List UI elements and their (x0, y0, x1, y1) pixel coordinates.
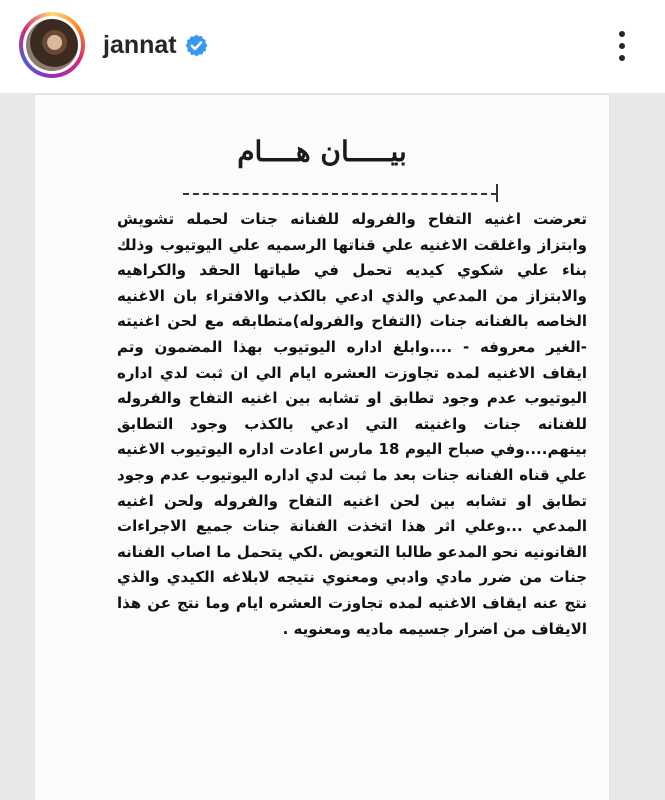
post-header (0, 0, 665, 93)
post-image[interactable] (0, 93, 665, 800)
avatar[interactable] (23, 16, 81, 74)
username-link[interactable]: jannat (103, 31, 177, 59)
title-divider (183, 193, 497, 195)
document-body: تعرضت اغنيه التفاح والفروله للفنانه جنات لحمله تشويش وابتزاز واغلقت الاغنيه علي قناتها الرسميه علي اليوتيوب وذلك بناء علي شكوي كيديه تحمل في طياتها الحقد والكراهيه والابتزاز من المدعي والذي ادعي بالكذب والافتراء بان الاغنيه الخاصه بالفنانه جنات (التفاح والفروله)متطابقه مع لحن اغنيته -الغير معروفه - ....وابلغ اداره اليوتيوب بهذا المضمون وتم ايقاف الاغنيه لمده تجاوزت العشره ايام الي ان ثبت لدي اداره اليوتيوب عدم وجود تطابق او تشابه بين اغنيه التفاح والفروله للفنانه جنات واغنيته التي ادعي بالكذب وجود التطابق بينهم....وفي صباح اليوم 18 مارس اعادت اداره اليوتيوب الاغنيه علي قناه الفنانه جنات بعد ما ثبت لدي اداره اليوتيوب عدم وجود تطابق او تشابه بين لحن اغنيه التفاح والفروله ولحن اغنيه المدعي ...وعلي اثر هذا اتخذت الفنانة جنات جميع الاجراءات القانونيه نحو المدعو طالبا التعويض .لكي يتحمل ما اصاب الفنانه جنات من ضرر مادي وادبي ومعنوي نتيجه لابلاغه الكيدي والذي نتج عنه ايقاف الاغنيه لمده تجاوزت العشره ايام وما نتج عن هذا الايقاف من اضرار جسيمه ماديه ومعنويه . (117, 210, 587, 638)
statement-document (35, 95, 609, 800)
avatar-story-ring[interactable] (19, 12, 85, 78)
profile-avatar-icon (26, 19, 78, 71)
document-title: بيـــــان هــــام (237, 135, 407, 168)
verified-badge-icon (184, 33, 209, 58)
divider-end-mark (496, 184, 498, 202)
more-options-icon[interactable] (610, 26, 634, 66)
